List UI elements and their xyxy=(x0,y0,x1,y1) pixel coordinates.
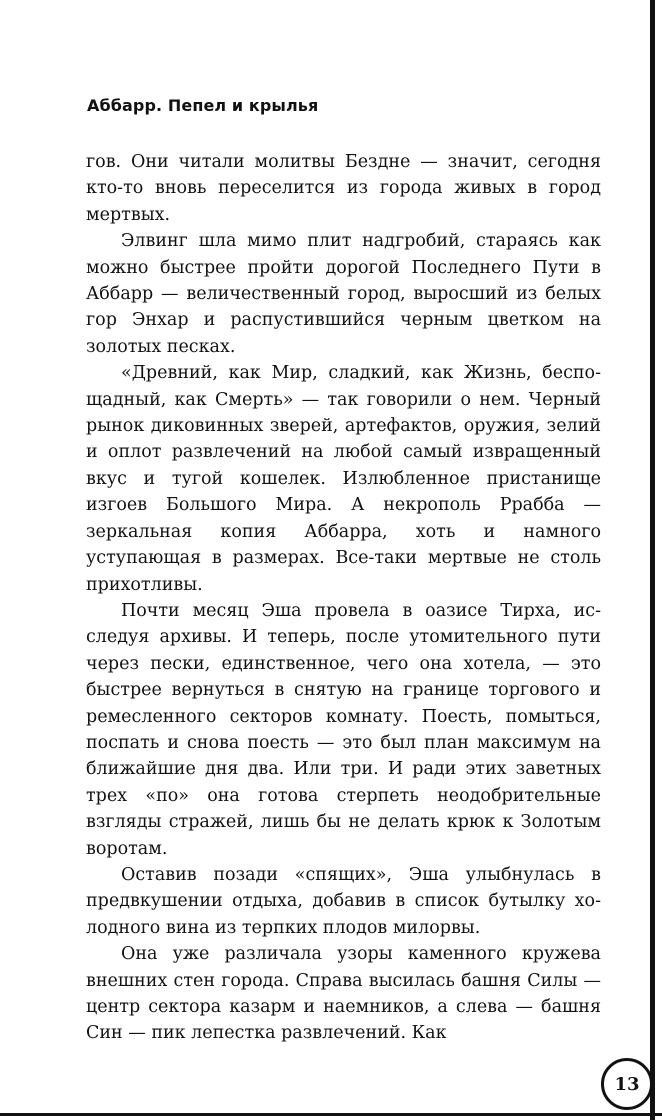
paragraph: Оставив позади «спящих», Эша улыбнулась в предвкушении отдыха, добавив в список бутылку холодного вина из терпких плодов милорвы. xyxy=(86,864,601,938)
body-text xyxy=(86,149,601,1047)
bottom-rule xyxy=(0,1113,662,1116)
page-number-badge: 13 xyxy=(601,1058,653,1110)
paragraph: «Древний, как Мир, сладкий, как Жизнь, беспощадный, как Смерть» — так говорили о нем. Черный рынок диковинных зверей, артефактов, оружия, зелий и оплот развлечений на любой самый извращенный вкус и тугой кошелек. Излюбленное пристанище изгоев Большого Мира. А некрополь Ррабба — зеркальная копия Аббарра, хоть и намного уступающая в размерах. Все-таки мертвые не столь прихотливы. xyxy=(86,363,601,595)
running-header: Аббарр. Пепел и крылья xyxy=(87,96,319,115)
paragraph: Элвинг шла мимо плит надгробий, стараясь как можно быстрее пройти дорогой Последнего Пути в Аббарр — величественный город, выросший из белых гор Энхар и распустившийся черным цветком на золотых песках. xyxy=(86,231,601,357)
paragraph: Почти месяц Эша провела в оазисе Тирха, исследуя архивы. И теперь, после утомительного пути через пески, единственное, чего она хотела, — это быстрее вернуться в снятую на границе торгового и ремесленного секторов комнату. Поесть, помыться, поспать и снова поесть — это был план максимум на ближайшие дня два. Или три. И ради этих заветных трех «по» она готова стерпеть неодобрительные взгляды стражей, лишь бы не делать крюк к Золотым воротам. xyxy=(86,600,601,859)
paragraph: Она уже различала узоры каменного кружева внешних стен города. Справа высилась башня Силы — центр сектора казарм и наемников, а слева — башня Син — пик лепестка развлечений. Как xyxy=(86,944,601,1044)
page-edge-bar xyxy=(650,0,655,1120)
paragraph: гов. Они читали молитвы Бездне — значит, сегодня кто-то вновь переселится из города живых в город мертвых. xyxy=(86,152,601,225)
